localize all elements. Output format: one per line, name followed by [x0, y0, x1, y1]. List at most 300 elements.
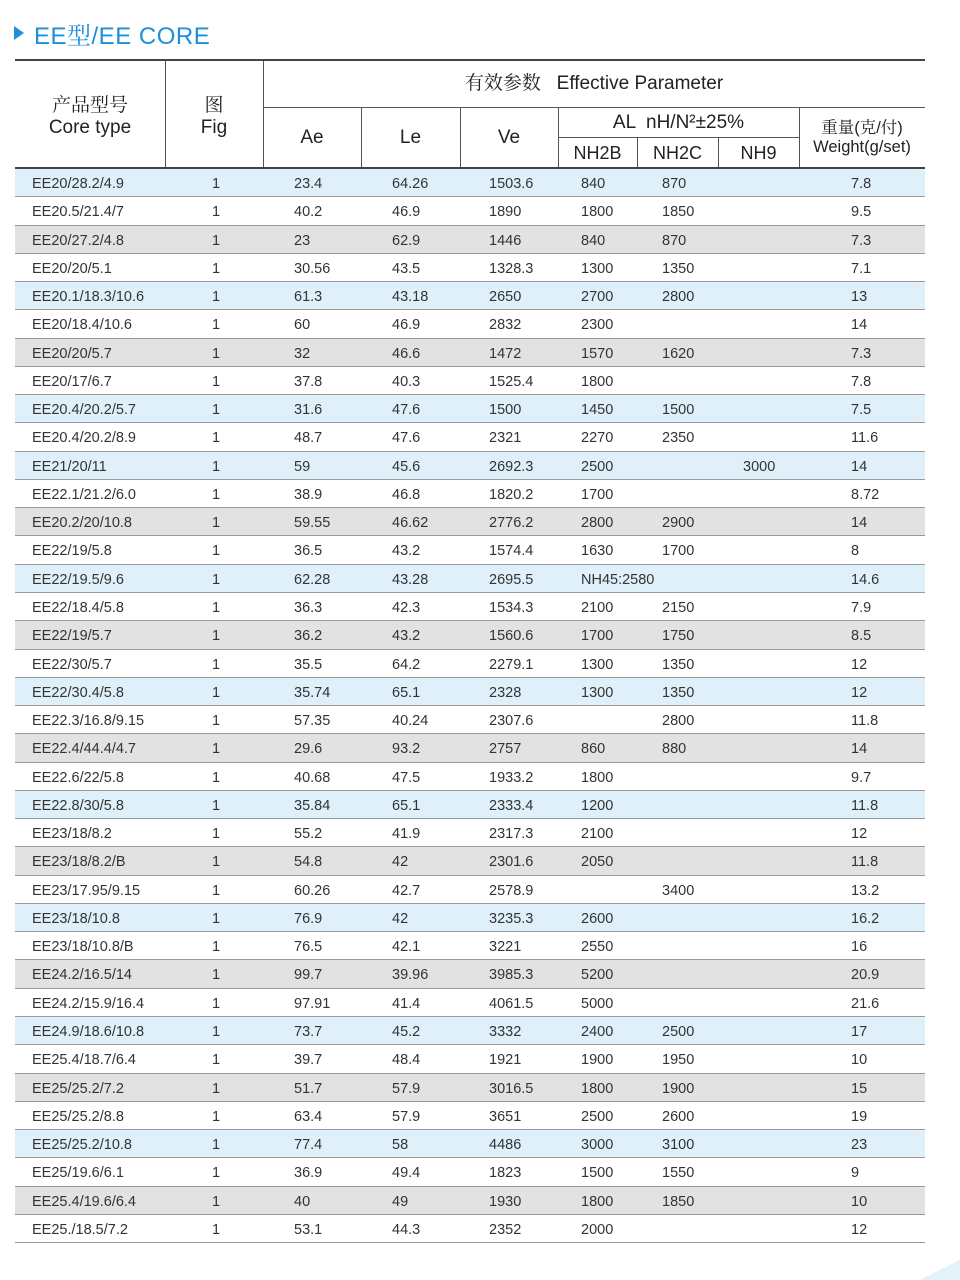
- table-row: [15, 480, 925, 508]
- table-row: [15, 763, 925, 791]
- cell-le: 62.9: [392, 232, 421, 249]
- cell-nh2b: 5000: [581, 995, 614, 1012]
- cell-nh2b: 1570: [581, 345, 614, 362]
- cell-nh2c: 1500: [662, 402, 695, 419]
- cell-nh2b: 1800: [581, 373, 614, 390]
- header-core-type: [15, 95, 165, 139]
- cell-fig: 1: [212, 1023, 221, 1040]
- table-row: [15, 197, 925, 225]
- header-nh2c: NH2C: [652, 143, 702, 163]
- cell-weight: 19: [851, 1108, 868, 1125]
- table-row: [15, 310, 925, 338]
- cell-weight: 14: [851, 317, 868, 334]
- cell-le: 40.24: [392, 713, 429, 730]
- cell-nh2c: 2500: [662, 1023, 695, 1040]
- cell-weight: 7.9: [851, 599, 872, 616]
- cell-nh2c: 2800: [662, 713, 695, 730]
- cell-core-type: EE20/20/5.7: [32, 345, 112, 362]
- cell-fig: 1: [212, 232, 221, 249]
- cell-le: 57.9: [392, 1108, 421, 1125]
- cell-weight: 14: [851, 458, 868, 475]
- header-effective-parameter: 有效参数 Effective Parameter: [464, 73, 724, 94]
- table-row: [15, 367, 925, 395]
- cell-ae: 99.7: [294, 967, 323, 984]
- cell-ae: 38.9: [294, 486, 323, 503]
- cell-core-type: EE25.4/19.6/6.4: [32, 1193, 136, 1210]
- table-row: [15, 847, 925, 875]
- cell-weight: 17: [851, 1023, 868, 1040]
- cell-nh2b: 1300: [581, 260, 614, 277]
- cell-nh2b: NH45:2580: [581, 571, 655, 588]
- cell-fig: 1: [212, 628, 221, 645]
- cell-nh2b: 2550: [581, 939, 614, 956]
- cell-fig: 1: [212, 713, 221, 730]
- cell-ae: 36.9: [294, 1165, 323, 1182]
- cell-weight: 16: [851, 939, 868, 956]
- cell-ae: 40: [294, 1193, 311, 1210]
- table-row: [15, 678, 925, 706]
- cell-ae: 59.55: [294, 515, 331, 532]
- cell-fig: 1: [212, 967, 221, 984]
- cell-nh2b: 2100: [581, 599, 614, 616]
- page-title-text: EE型/EE CORE: [34, 22, 211, 50]
- cell-nh2c: 3100: [662, 1137, 695, 1154]
- cell-nh2c: 1850: [662, 1193, 695, 1210]
- cell-ae: 60: [294, 317, 311, 334]
- cell-ve: 1890: [489, 204, 522, 221]
- cell-weight: 23: [851, 1137, 868, 1154]
- cell-core-type: EE22.4/44.4/4.7: [32, 741, 136, 758]
- cell-ae: 36.2: [294, 628, 323, 645]
- header-fig-en: Fig: [200, 116, 228, 138]
- cell-fig: 1: [212, 486, 221, 503]
- cell-ve: 1534.3: [489, 599, 534, 616]
- table-body: [15, 169, 925, 1243]
- cell-fig: 1: [212, 769, 221, 786]
- cell-le: 42.1: [392, 939, 421, 956]
- cell-le: 43.28: [392, 571, 429, 588]
- cell-fig: 1: [212, 1221, 221, 1238]
- cell-core-type: EE20.4/20.2/5.7: [32, 402, 136, 419]
- cell-core-type: EE22/19/5.7: [32, 628, 112, 645]
- cell-ve: 1503.6: [489, 176, 534, 192]
- cell-weight: 8: [851, 543, 860, 560]
- header-le: Le: [399, 127, 422, 148]
- cell-core-type: EE22.3/16.8/9.15: [32, 713, 145, 730]
- cell-ve: 1500: [489, 402, 522, 419]
- table-row: [15, 423, 925, 451]
- cell-le: 46.6: [392, 345, 421, 362]
- cell-le: 46.9: [392, 317, 421, 334]
- header-weight: [799, 119, 925, 157]
- cell-core-type: EE24.2/16.5/14: [32, 967, 132, 984]
- cell-le: 42.7: [392, 882, 421, 899]
- cell-le: 49: [392, 1193, 409, 1210]
- table-row: [15, 989, 925, 1017]
- cell-le: 48.4: [392, 1052, 421, 1069]
- cell-le: 64.2: [392, 656, 421, 673]
- cell-ae: 40.2: [294, 204, 323, 221]
- cell-ae: 23: [294, 232, 311, 249]
- table-row: [15, 932, 925, 960]
- cell-nh2b: 1300: [581, 684, 614, 701]
- cell-weight: 9.5: [851, 204, 872, 221]
- cell-ve: 2317.3: [489, 826, 534, 843]
- cell-fig: 1: [212, 1137, 221, 1154]
- table-row: [15, 339, 925, 367]
- header-al: AL nH/N²±25%: [612, 112, 745, 133]
- cell-ae: 40.68: [294, 769, 331, 786]
- cell-fig: 1: [212, 543, 221, 560]
- table-row: [15, 1045, 925, 1073]
- cell-nh2c: 870: [662, 232, 687, 249]
- cell-fig: 1: [212, 458, 221, 475]
- cell-ve: 2333.4: [489, 797, 534, 814]
- cell-ve: 2650: [489, 289, 522, 306]
- cell-nh2b: 2270: [581, 430, 614, 447]
- cell-weight: 9: [851, 1165, 860, 1182]
- cell-ae: 76.9: [294, 910, 323, 927]
- cell-ve: 3235.3: [489, 910, 534, 927]
- cell-nh2c: 1350: [662, 260, 695, 277]
- cell-nh2b: 1900: [581, 1052, 614, 1069]
- cell-weight: 21.6: [851, 995, 880, 1012]
- cell-nh2b: 1700: [581, 628, 614, 645]
- cell-weight: 16.2: [851, 910, 880, 927]
- header-fig-cn: 图: [204, 95, 224, 116]
- cell-nh2b: 840: [581, 232, 606, 249]
- table-row: [15, 791, 925, 819]
- cell-fig: 1: [212, 995, 221, 1012]
- cell-nh2c: 1700: [662, 543, 695, 560]
- cell-weight: 7.8: [851, 176, 872, 192]
- table-row: [15, 1215, 925, 1243]
- cell-fig: 1: [212, 373, 221, 390]
- table-row: [15, 819, 925, 847]
- cell-ve: 3332: [489, 1023, 522, 1040]
- cell-fig: 1: [212, 1108, 221, 1125]
- cell-le: 42: [392, 854, 409, 871]
- table-row: [15, 452, 925, 480]
- cell-fig: 1: [212, 289, 221, 306]
- cell-fig: 1: [212, 910, 221, 927]
- cell-weight: 7.1: [851, 260, 872, 277]
- cell-le: 58: [392, 1137, 409, 1154]
- cell-le: 42: [392, 910, 409, 927]
- cell-ve: 2301.6: [489, 854, 534, 871]
- cell-ve: 2692.3: [489, 458, 534, 475]
- cell-core-type: EE20/17/6.7: [32, 373, 112, 390]
- cell-core-type: EE22/19/5.8: [32, 543, 112, 560]
- cell-core-type: EE20.5/21.4/7: [32, 204, 124, 221]
- cell-nh2c: 2900: [662, 515, 695, 532]
- cell-ae: 76.5: [294, 939, 323, 956]
- cell-nh2c: 870: [662, 176, 687, 192]
- header-core-type-en: Core type: [48, 116, 132, 138]
- table-row: [15, 1130, 925, 1158]
- cell-ae: 55.2: [294, 826, 323, 843]
- cell-le: 44.3: [392, 1221, 421, 1238]
- cell-nh2b: 2700: [581, 289, 614, 306]
- cell-le: 64.26: [392, 176, 429, 192]
- cell-nh2b: 2600: [581, 910, 614, 927]
- cell-fig: 1: [212, 882, 221, 899]
- cell-weight: 13: [851, 289, 868, 306]
- cell-weight: 7.3: [851, 232, 872, 249]
- table-row: [15, 876, 925, 904]
- cell-nh2b: 1200: [581, 797, 614, 814]
- cell-ae: 32: [294, 345, 311, 362]
- cell-fig: 1: [212, 939, 221, 956]
- cell-weight: 12: [851, 656, 868, 673]
- cell-nh2b: 5200: [581, 967, 614, 984]
- cell-le: 46.9: [392, 204, 421, 221]
- cell-fig: 1: [212, 684, 221, 701]
- cell-fig: 1: [212, 317, 221, 334]
- cell-fig: 1: [212, 741, 221, 758]
- cell-weight: 8.72: [851, 486, 880, 503]
- cell-weight: 8.5: [851, 628, 872, 645]
- cell-nh9: 3000: [743, 458, 776, 475]
- cell-ve: 2352: [489, 1221, 522, 1238]
- cell-fig: 1: [212, 656, 221, 673]
- cell-le: 43.5: [392, 260, 421, 277]
- cell-core-type: EE22/18.4/5.8: [32, 599, 124, 616]
- cell-ve: 1574.4: [489, 543, 534, 560]
- cell-le: 47.6: [392, 402, 421, 419]
- table-row: [15, 1102, 925, 1130]
- table-row: [15, 254, 925, 282]
- cell-ve: 1933.2: [489, 769, 534, 786]
- header-fig: [165, 95, 263, 139]
- cell-nh2b: 1800: [581, 204, 614, 221]
- cell-nh2c: 1750: [662, 628, 695, 645]
- cell-core-type: EE25/25.2/8.8: [32, 1108, 124, 1125]
- cell-le: 43.2: [392, 628, 421, 645]
- table-row: [15, 904, 925, 932]
- cell-le: 57.9: [392, 1080, 421, 1097]
- cell-nh2b: 2500: [581, 1108, 614, 1125]
- table-row: [15, 282, 925, 310]
- cell-core-type: EE20/18.4/10.6: [32, 317, 132, 334]
- cell-nh2c: 1620: [662, 345, 695, 362]
- cell-ae: 61.3: [294, 289, 323, 306]
- table-row: [15, 1017, 925, 1045]
- cell-weight: 10: [851, 1193, 868, 1210]
- cell-nh2b: 2400: [581, 1023, 614, 1040]
- cell-le: 41.4: [392, 995, 421, 1012]
- table-row: [15, 1187, 925, 1215]
- cell-ae: 60.26: [294, 882, 331, 899]
- cell-core-type: EE22.6/22/5.8: [32, 769, 124, 786]
- table-row: [15, 536, 925, 564]
- cell-nh2b: 860: [581, 741, 606, 758]
- cell-ve: 1472: [489, 345, 522, 362]
- cell-ae: 53.1: [294, 1221, 323, 1238]
- cell-weight: 12: [851, 826, 868, 843]
- cell-nh2b: 1300: [581, 656, 614, 673]
- header-ve: Ve: [497, 127, 521, 148]
- cell-core-type: EE25.4/18.7/6.4: [32, 1052, 136, 1069]
- cell-ve: 3985.3: [489, 967, 534, 984]
- cell-core-type: EE25/25.2/7.2: [32, 1080, 124, 1097]
- cell-ve: 1328.3: [489, 260, 534, 277]
- page-title: [14, 18, 210, 48]
- cell-weight: 7.5: [851, 402, 872, 419]
- cell-ae: 37.8: [294, 373, 323, 390]
- cell-nh2c: 3400: [662, 882, 695, 899]
- cell-le: 46.62: [392, 515, 429, 532]
- cell-ae: 35.74: [294, 684, 331, 701]
- cell-le: 43.18: [392, 289, 429, 306]
- cell-ve: 4486: [489, 1137, 522, 1154]
- cell-ve: 4061.5: [489, 995, 534, 1012]
- cell-fig: 1: [212, 797, 221, 814]
- cell-nh2c: 2350: [662, 430, 695, 447]
- cell-ve: 1823: [489, 1165, 522, 1182]
- cell-nh2b: 1700: [581, 486, 614, 503]
- table-row: [15, 226, 925, 254]
- cell-ae: 62.28: [294, 571, 331, 588]
- cell-fig: 1: [212, 599, 221, 616]
- cell-le: 39.96: [392, 967, 429, 984]
- cell-le: 65.1: [392, 797, 421, 814]
- cell-ae: 35.5: [294, 656, 323, 673]
- table-row: [15, 1158, 925, 1186]
- cell-le: 43.2: [392, 543, 421, 560]
- header-nh2b: NH2B: [573, 143, 622, 163]
- cell-ve: 2832: [489, 317, 522, 334]
- cell-ae: 23.4: [294, 176, 323, 192]
- cell-weight: 14: [851, 741, 868, 758]
- cell-nh2b: 2500: [581, 458, 614, 475]
- cell-ve: 1446: [489, 232, 522, 249]
- cell-le: 93.2: [392, 741, 421, 758]
- cell-core-type: EE22/19.5/9.6: [32, 571, 124, 588]
- cell-ve: 1560.6: [489, 628, 534, 645]
- cell-fig: 1: [212, 854, 221, 871]
- cell-weight: 10: [851, 1052, 868, 1069]
- cell-fig: 1: [212, 260, 221, 277]
- cell-fig: 1: [212, 345, 221, 362]
- cell-core-type: EE21/20/11: [32, 458, 107, 475]
- cell-le: 45.2: [392, 1023, 421, 1040]
- cell-ae: 54.8: [294, 854, 323, 871]
- table-row: [15, 1074, 925, 1102]
- cell-le: 42.3: [392, 599, 421, 616]
- cell-nh2b: 1450: [581, 402, 614, 419]
- cell-fig: 1: [212, 1052, 221, 1069]
- cell-nh2c: 2150: [662, 599, 695, 616]
- cell-ae: 77.4: [294, 1137, 323, 1154]
- header-nh9: NH9: [740, 143, 777, 163]
- corner-decoration-icon: [900, 1260, 960, 1280]
- cell-fig: 1: [212, 430, 221, 447]
- cell-fig: 1: [212, 1165, 221, 1182]
- cell-nh2b: 2100: [581, 826, 614, 843]
- cell-core-type: EE20/27.2/4.8: [32, 232, 124, 249]
- cell-ae: 59: [294, 458, 311, 475]
- cell-ve: 2328: [489, 684, 522, 701]
- cell-le: 41.9: [392, 826, 421, 843]
- cell-ae: 51.7: [294, 1080, 323, 1097]
- cell-fig: 1: [212, 826, 221, 843]
- cell-core-type: EE23/18/8.2: [32, 826, 112, 843]
- cell-weight: 12: [851, 1221, 868, 1238]
- cell-nh2c: 1950: [662, 1052, 695, 1069]
- cell-ve: 3221: [489, 939, 522, 956]
- cell-core-type: EE22.8/30/5.8: [32, 797, 124, 814]
- cell-nh2c: 1350: [662, 656, 695, 673]
- cell-nh2c: 880: [662, 741, 687, 758]
- cell-fig: 1: [212, 1193, 221, 1210]
- cell-core-type: EE25./18.5/7.2: [32, 1221, 128, 1238]
- cell-weight: 7.3: [851, 345, 872, 362]
- cell-nh2c: 1350: [662, 684, 695, 701]
- cell-core-type: EE22.1/21.2/6.0: [32, 486, 136, 503]
- cell-ae: 73.7: [294, 1023, 323, 1040]
- cell-ae: 39.7: [294, 1052, 323, 1069]
- cell-ve: 2307.6: [489, 713, 534, 730]
- cell-ve: 2321: [489, 430, 522, 447]
- cell-le: 46.8: [392, 486, 421, 503]
- cell-core-type: EE23/18/10.8: [32, 910, 120, 927]
- cell-ae: 29.6: [294, 741, 323, 758]
- cell-nh2c: 1550: [662, 1165, 695, 1182]
- cell-core-type: EE22/30/5.7: [32, 656, 112, 673]
- cell-weight: 12: [851, 684, 868, 701]
- cell-weight: 11.8: [851, 854, 879, 871]
- table-row: [15, 169, 925, 197]
- cell-fig: 1: [212, 1080, 221, 1097]
- cell-core-type: EE22/30.4/5.8: [32, 684, 124, 701]
- cell-le: 45.6: [392, 458, 421, 475]
- cell-weight: 11.6: [851, 430, 879, 447]
- cell-nh2c: 1850: [662, 204, 695, 221]
- cell-fig: 1: [212, 402, 221, 419]
- cell-weight: 20.9: [851, 967, 880, 984]
- cell-ve: 2757: [489, 741, 522, 758]
- cell-nh2b: 2000: [581, 1221, 614, 1238]
- cell-core-type: EE20.2/20/10.8: [32, 515, 132, 532]
- table-header: [15, 61, 925, 168]
- table-row: [15, 593, 925, 621]
- table-row: [15, 706, 925, 734]
- cell-nh2b: 1630: [581, 543, 614, 560]
- cell-core-type: EE25/25.2/10.8: [32, 1137, 132, 1154]
- cell-weight: 11.8: [851, 797, 879, 814]
- triangle-bullet-icon: [14, 26, 24, 40]
- cell-nh2c: 1900: [662, 1080, 695, 1097]
- cell-ae: 36.3: [294, 599, 323, 616]
- cell-weight: 7.8: [851, 373, 872, 390]
- cell-weight: 13.2: [851, 882, 880, 899]
- cell-ve: 2776.2: [489, 515, 534, 532]
- cell-core-type: EE23/17.95/9.15: [32, 882, 141, 899]
- cell-core-type: EE20/28.2/4.9: [32, 176, 124, 192]
- cell-core-type: EE20.1/18.3/10.6: [32, 289, 145, 306]
- cell-weight: 14: [851, 515, 868, 532]
- cell-ve: 1525.4: [489, 373, 534, 390]
- cell-weight: 9.7: [851, 769, 872, 786]
- cell-ae: 35.84: [294, 797, 331, 814]
- header-rule: [558, 137, 799, 138]
- cell-core-type: EE24.9/18.6/10.8: [32, 1023, 145, 1040]
- cell-ae: 48.7: [294, 430, 323, 447]
- cell-ae: 97.91: [294, 995, 331, 1012]
- cell-ve: 1930: [489, 1193, 522, 1210]
- cell-nh2b: 1500: [581, 1165, 614, 1182]
